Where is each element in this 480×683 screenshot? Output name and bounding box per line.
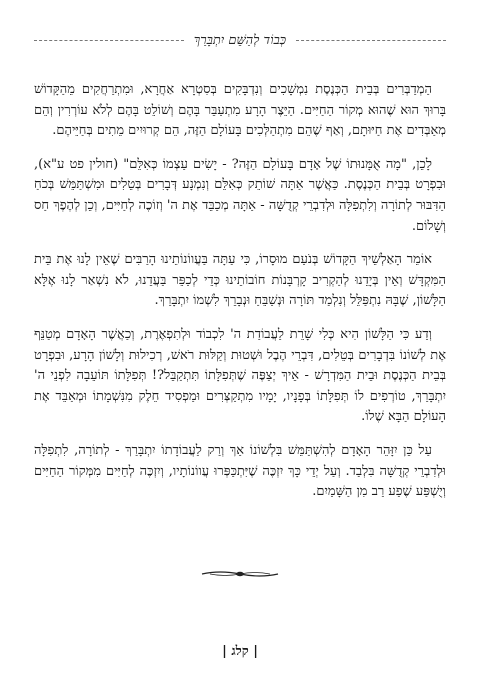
header-rule-right	[296, 40, 446, 41]
body-text	[34, 80, 446, 516]
page-number: | קלג |	[222, 644, 258, 659]
paragraph-2: לָכֵן, "מָה אֻמָּנוּתוֹ שֶׁל אָדָם בָּעוֹלָם הַזֶּה? - יָשִׂים עַצְמוֹ כְּאִלֵּם" (חולין פט ע"א), וּבִפְרָט בְּבֵית הַכְּנֶסֶת. כַּאֲשֶׁר אַתָּה שׁוֹתֵק כְּאִלֵּם וְנִמְנָע דְּבָרִים בְּטֵלִים וּמִשְׁתַּמֵּשׁ בְּכֹחַ הַדִּבּוּר לְתוֹרָה וְלִתְפִלָּה וּלְדִבְרֵי קְדֻשָּׁה - אַתָּה מְכַבֵּד אֶת ה' וְזוֹכֶה לְחַיִּים, וְכֵן לְהֶפֶךְ חַס וְשָׁלוֹם.	[34, 156, 446, 234]
paragraph-4: וְדַע כִּי הַלָּשׁוֹן הִיא כְּלִי שָׁרֵת לַעֲבוֹדַת ה' לִכְבוֹד וּלְתִפְאֶרֶת, וְכַאֲשֶׁר הָאָדָם מְטַנֵּף אֶת לְשׁוֹנוֹ בִּדְבָרִים בְּטֵלִים, דִּבְרֵי הֶבֶל וּשְׁטוּת וְקַלּוּת רֹאשׁ, רְכִילוּת וְלָשׁוֹן הָרָע, וּבִפְרָט בְּבֵית הַכְּנֶסֶת וּבֵית הַמִּדְרָשׁ - אֵיךְ יְצַפֶּה שֶׁתְּפִלָּתוֹ תִּתְקַבֵּל?! תְּפִלָּתוֹ תּוֹעֵבָה לִפְנֵי ה' יִתְבָּרַךְ, טוֹרְפִים לוֹ תְּפִלָּתוֹ בְּפָנָיו, יָמָיו מִתְקַצְּרִים וּמַפְסִיד חֵלֶק מִנִּשְׁמָתוֹ וּמְאַבֵּד אֶת הָעוֹלָם הַבָּא שֶׁלוֹ.	[34, 326, 446, 425]
header-rule-left	[34, 40, 184, 41]
ornamental-divider-icon	[200, 568, 280, 580]
paragraph-1: הַמְדַבְּרִים בְּבֵית הַכְּנֶסֶת נִמְשָׁכִים וְנִדְבָּקִים בְּסִטְרָא אַחֲרָא, וּמִתְרַחֲקִים מֵהַקָּדוֹשׁ בָּרוּךְ הוּא שֶׁהוּא מְקוֹר הַחַיִּים. הַיֵּצֶר הָרָע מִתְעַבֵּר בָּהֶם וְשׁוֹלֵט בָּהֶם לְלֹא עוֹרְרִין וְהֵם מְאַבְּדִים אֶת חַיּוּתָם, וְאַף שֶׁהֵם מִתְהַלְּכִים בָּעוֹלָם הַזֶּה, הֵם קְרוּיִים מֵתִים בְּחַיֵּיהֶם.	[34, 82, 446, 139]
paragraph-3: אוֹמֵר הָאַלְשֵׁיךְ הַקָּדוֹשׁ בְּנֹעַם מוּסָרוֹ, כִּי עַתָּה בַּעֲווֹנוֹתֵינוּ הָרַבִּים שֶׁאֵין לָנוּ אֶת בֵּית הַמִּקְדָּשׁ וְאֵין בְּיָדֵנוּ לְהַקְרִיב קָרְבָּנוֹת חוֹבוֹתֵינוּ כְּדֵי לְכַפֵּר בַּעֲדֵנוּ, לֹא נִשְׁאַר לָנוּ אֶלָּא הַלָּשׁוֹן, שֶׁבָּהּ נִתְפַּלֵּל וְנִלְמַד תּוֹרָה וּנְשַׁבֵּחַ וּנְבָרֵךְ לִשְׁמוֹ יִתְבָּרַךְ.	[34, 252, 446, 309]
paragraph-5: עַל כֵּן יִזָּהֵר הָאָדָם לְהִשְׁתַּמֵּשׁ בִּלְשׁוֹנוֹ אַךְ וְרַק לַעֲבוֹדָתוֹ יִתְבָּרַךְ - לְתוֹרָה, לִתְפִלָּה וּלְדִבְרֵי קְדֻשָּׁה בִּלְבַד. וְעַל יְדֵי כָּךְ יִזְכֶּה שֶׁיִּתְכַּפְּרוּ עֲווֹנוֹתָיו, וְיִזְכֶּה לְחַיִּים מִמְּקוֹר הַחַיִּים וְיֻשְׁפַּע שֶׁפַע רַב מִן הַשָּׁמַיִם.	[34, 442, 446, 500]
header-title: כְּבוֹד לְהַשֵּׁם יִתְבָּרַךְ	[193, 33, 287, 48]
running-header	[34, 30, 446, 50]
